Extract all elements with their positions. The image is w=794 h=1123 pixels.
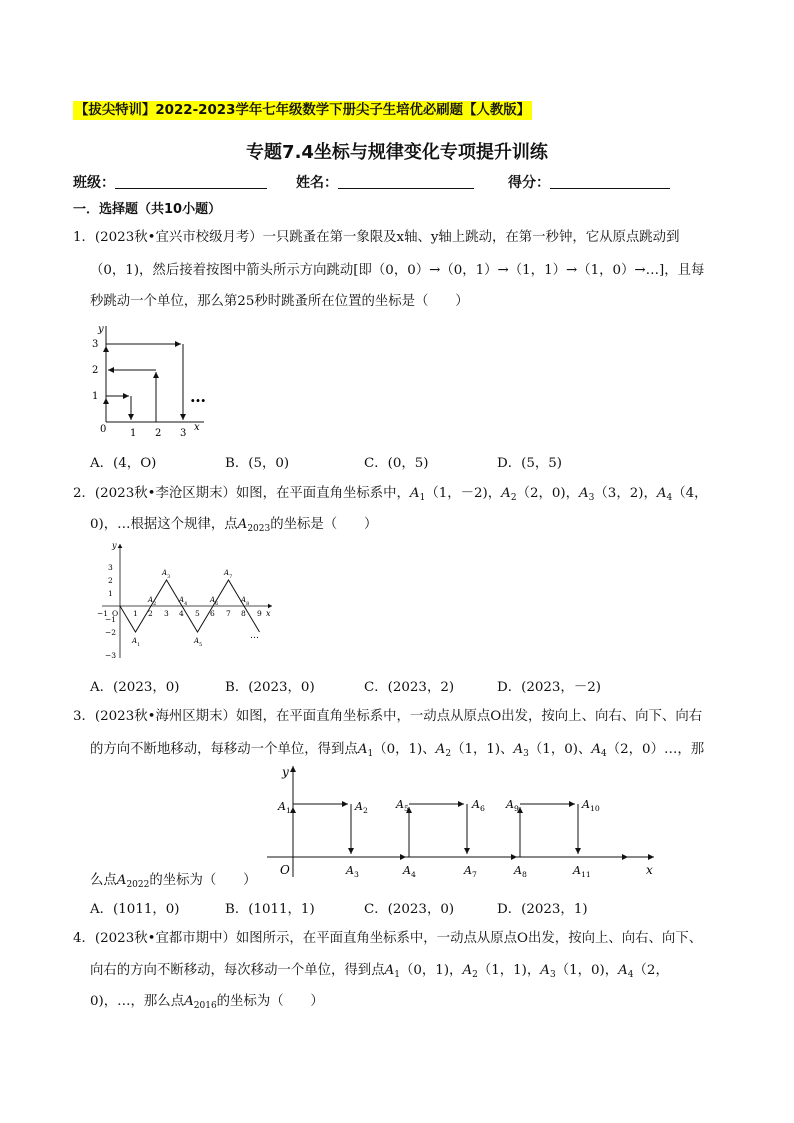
q2-sub: 4: [666, 493, 673, 503]
q1-option-b[interactable]: B．(5，0): [225, 456, 290, 471]
q2-point-label: $A_3$: [162, 569, 171, 580]
q1-options: [90, 452, 690, 470]
q3-point: A: [116, 873, 127, 888]
q2-point: A: [237, 517, 248, 532]
q2-point-label: $A_4$: [179, 596, 188, 607]
q3-point-label: $A_{10}$: [582, 798, 600, 813]
q2-figure: [88, 540, 278, 665]
q2-ytick: −1: [105, 615, 117, 624]
q2-point: A: [501, 486, 511, 501]
q2-xtick: 9: [257, 609, 262, 618]
q2-xtick: 5: [195, 609, 200, 618]
q2-options: [90, 676, 710, 694]
q1-line3: 秒跳动一个单位，那么第25秒时跳蚤所在位置的坐标是（ ）: [90, 294, 469, 309]
q2-option-d[interactable]: D．(2023，－2): [497, 680, 601, 695]
q1-xtick-1: 1: [130, 428, 137, 439]
q2-xtick: 1: [133, 609, 138, 618]
q2-xtick: 2: [148, 609, 153, 618]
q1-figure: [84, 322, 224, 440]
q4-sub: 3: [549, 970, 556, 980]
q3-options: [90, 898, 710, 916]
q2-xtick: 7: [226, 609, 231, 618]
score-label: 得分：: [508, 175, 550, 191]
q2-text: （2，0)，: [516, 486, 579, 501]
q2-text: （4，: [672, 486, 708, 501]
q4-sub: 4: [627, 970, 634, 980]
q3-point: A: [357, 742, 368, 757]
q2-xtick: −1: [97, 609, 109, 618]
q2-point-label: $A_1$: [132, 637, 141, 648]
q4-text: （1，1)，: [477, 963, 541, 978]
q2-xtick: 6: [210, 609, 215, 618]
q4-point: A: [384, 963, 395, 978]
q2-ellipsis: …: [250, 631, 259, 641]
q1-option-a[interactable]: A．(4，O): [90, 456, 157, 471]
q3-option-c[interactable]: C．(2023，0): [364, 902, 455, 917]
q3-figure: [262, 760, 662, 885]
q2-sub: 2023: [247, 524, 271, 534]
q1-line2: （0，1)，然后接着按图中箭头所示方向跳动[即（0，0）→（0，1）→（1，1）→（1，0）→…]，且每: [90, 263, 705, 278]
q2-text: （1，－2)，: [425, 486, 502, 501]
q3-point-label: $A_2$: [355, 800, 368, 815]
q3-point-label: $A_{11}$: [573, 864, 591, 879]
q4-text: 的坐标为（ ）: [216, 994, 324, 1009]
q3-point-label: $A_8$: [514, 864, 527, 879]
q3-point: A: [591, 742, 602, 757]
q2-option-a[interactable]: A．(2023，0): [90, 680, 180, 695]
q4-point: A: [462, 963, 473, 978]
q3-text: （1，1)、: [451, 742, 514, 757]
q3-text: （1，0)、: [528, 742, 592, 757]
q3-sub: 2022: [126, 880, 150, 890]
q1-y-label: y: [98, 324, 104, 335]
q1-line1: 1．(2023秋•宜兴市校级月考）一只跳蚤在第一象限及x轴、y轴上跳动，在第一秒钟，它从原点跳动到: [73, 230, 680, 245]
name-label: 姓名：: [296, 175, 338, 191]
q1-origin: 0: [100, 424, 107, 435]
q3-point-label: $A_1$: [278, 800, 291, 815]
q2-line1: [73, 485, 708, 507]
q2-sub: 2: [510, 493, 517, 503]
q2-point-label: $A_7$: [224, 569, 233, 580]
q2-point-label: $A_6$: [210, 596, 219, 607]
q4-line1: 4．(2023秋•宜都市期中）如图所示，在平面直角坐标系中，一动点从原点O出发，按向上、向右、向下、: [73, 931, 703, 946]
q3-sub: 4: [601, 749, 607, 759]
q3-option-a[interactable]: A．(1011，0): [90, 902, 180, 917]
q2-point-label: $A_8$: [241, 596, 250, 607]
q2-xtick: O: [112, 609, 119, 618]
q3-point-label: $A_9$: [506, 798, 519, 813]
q2-sub: 3: [588, 493, 595, 503]
q3-text: 的方向不断地移动，每移动一个单位，得到点: [90, 742, 358, 757]
banner: 【拔尖特训】2022-2023学年七年级数学下册尖子生培优必刷题【人教版】: [75, 103, 531, 118]
q4-text: 向右的方向不断移动，每次移动一个单位，得到点: [90, 963, 385, 978]
q4-point: A: [618, 963, 628, 978]
q3-point-label: $A_3$: [346, 864, 359, 879]
q2-text: 0)，…根据这个规律，点: [90, 517, 238, 532]
q2-xtick: 3: [164, 609, 169, 618]
q3-point: A: [513, 742, 524, 757]
q4-line2: [90, 962, 669, 984]
q3-text: （0，1)、: [373, 742, 436, 757]
q1-ellipsis: …: [190, 387, 206, 406]
q4-sub: 2016: [193, 1001, 217, 1011]
q1-x-label: x: [194, 422, 200, 433]
q3-sub: 1: [367, 749, 374, 759]
q4-sub: 1: [394, 970, 400, 980]
class-blank: [115, 174, 267, 189]
page-title: 专题7.4坐标与规律变化专项提升训练: [246, 142, 548, 163]
q2-y-label: y: [112, 541, 117, 550]
q3-option-b[interactable]: B．(1011，1): [225, 902, 315, 917]
q2-text: 的坐标是（ ）: [270, 517, 378, 532]
q2-point: A: [409, 486, 420, 501]
q2-point-label: $A_5$: [194, 637, 203, 648]
q4-text: （0，1)，: [400, 963, 463, 978]
q3-x-label: x: [646, 863, 653, 877]
score-field: [508, 172, 670, 192]
q3-sub: 3: [523, 749, 529, 759]
q4-text: 0)，…，那么点: [90, 994, 185, 1009]
q2-text: （3，2)，: [594, 486, 657, 501]
q1-xtick-3: 3: [180, 428, 187, 439]
q4-text: （1，0)，: [555, 963, 619, 978]
q2-option-c[interactable]: C．(2023，2): [364, 680, 455, 695]
q2-line2: [90, 516, 377, 538]
q2-xtick: 8: [241, 609, 246, 618]
q3-line3: [90, 872, 256, 894]
name-blank: [338, 174, 474, 189]
q3-y-label: y: [282, 765, 289, 779]
class-field: [73, 172, 267, 192]
q3-point-label: $A_7$: [464, 864, 477, 879]
name-field: [296, 172, 474, 192]
q2-ytick: −3: [105, 651, 117, 660]
q2-sub: 1: [419, 493, 426, 503]
q2-ytick: 2: [108, 576, 113, 585]
q4-sub: 2: [472, 970, 478, 980]
q4-point: A: [184, 994, 194, 1009]
q3-point: A: [435, 742, 446, 757]
q3-line1: 3．(2023秋•海州区期末）如图，在平面直角坐标系中，一动点从原点O出发，按向上、向右、向下、向右: [73, 709, 703, 724]
q1-ytick-3: 3: [92, 339, 99, 350]
section-heading: 一．选择题（共10小题）: [73, 202, 222, 217]
q3-origin: O: [280, 863, 290, 877]
q2-x-label: x: [266, 609, 271, 618]
q3-point-label: $A_5$: [396, 798, 409, 813]
q1-option-d[interactable]: D．(5，5): [497, 456, 563, 471]
q4-line3: [90, 993, 324, 1015]
q3-text: （2，0）…，那: [606, 742, 705, 757]
q2-ytick: 1: [108, 589, 113, 598]
q2-option-b[interactable]: B．(2023，0): [225, 680, 315, 695]
q3-text: 的坐标为（ ）: [149, 873, 257, 888]
q1-option-c[interactable]: C．(0，5): [364, 456, 429, 471]
q3-sub: 2: [445, 749, 452, 759]
q2-point-label: $A_2$: [148, 596, 157, 607]
q2-point: A: [579, 486, 589, 501]
q2-ytick: −2: [105, 628, 117, 637]
q2-xtick: 4: [179, 609, 184, 618]
q3-point-label: $A_6$: [472, 798, 485, 813]
q3-point-label: $A_4$: [403, 864, 416, 879]
class-label: 班级：: [73, 175, 115, 191]
q2-point: A: [656, 486, 667, 501]
q3-option-d[interactable]: D．(2023，1): [497, 902, 588, 917]
q4-text: （2，: [633, 963, 669, 978]
q1-ytick-2: 2: [92, 365, 99, 376]
score-blank: [550, 174, 670, 189]
q1-ytick-1: 1: [92, 391, 99, 402]
q3-text: 么点: [90, 873, 117, 888]
q4-point: A: [540, 963, 550, 978]
q1-xtick-2: 2: [155, 428, 162, 439]
q2-text: 2．(2023秋•李沧区期末）如图，在平面直角坐标系中，: [73, 486, 410, 501]
q2-ytick: 3: [108, 563, 113, 572]
